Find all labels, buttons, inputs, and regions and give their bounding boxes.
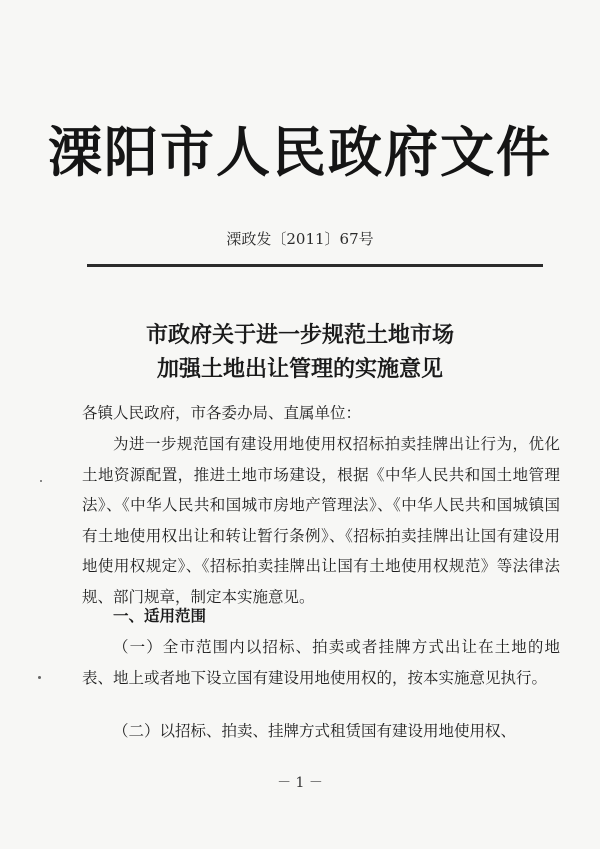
scan-speck	[40, 480, 42, 482]
section-heading-scope: 一、适用范围	[113, 606, 207, 625]
addressee: 各镇人民政府，市各委办局、直属单位：	[82, 404, 362, 422]
document-title-line-2: 加强土地出让管理的实施意见	[156, 356, 443, 382]
header-divider-rule	[87, 264, 543, 267]
paragraph-intro: 为进一步规范国有建设用地使用权招标拍卖挂牌出让行为，优化土地资源配置，推进土地市场建设，根据《中华人民共和国土地管理法》、《中华人民共和国城市房地产管理法》、《中华人民共和国城镇国有土地使用权出让和转让暂行条例》、《招标拍卖挂牌出让国有建设用地使用权规定》、《招标拍卖挂牌出让国有土地使用权规范》等法律法规、部门规章，制定本实施意见。	[82, 435, 560, 606]
document-title-line-1: 市政府关于进一步规范土地市场	[145, 322, 454, 348]
document-header-title: 溧阳市人民政府文件	[48, 120, 552, 184]
page-number: － 1 －	[277, 775, 323, 791]
paragraph-clause-1: （一）全市范围内以招标、拍卖或者挂牌方式出让在土地的地表、地上或者地下设立国有建设用地使用权的，按本实施意见执行。	[82, 638, 560, 687]
scan-speck	[38, 676, 41, 679]
paragraph-clause-2: （二）以招标、拍卖、挂牌方式租赁国有建设用地使用权、	[113, 722, 517, 740]
document-number: 溧政发〔2011〕67号	[226, 230, 374, 248]
